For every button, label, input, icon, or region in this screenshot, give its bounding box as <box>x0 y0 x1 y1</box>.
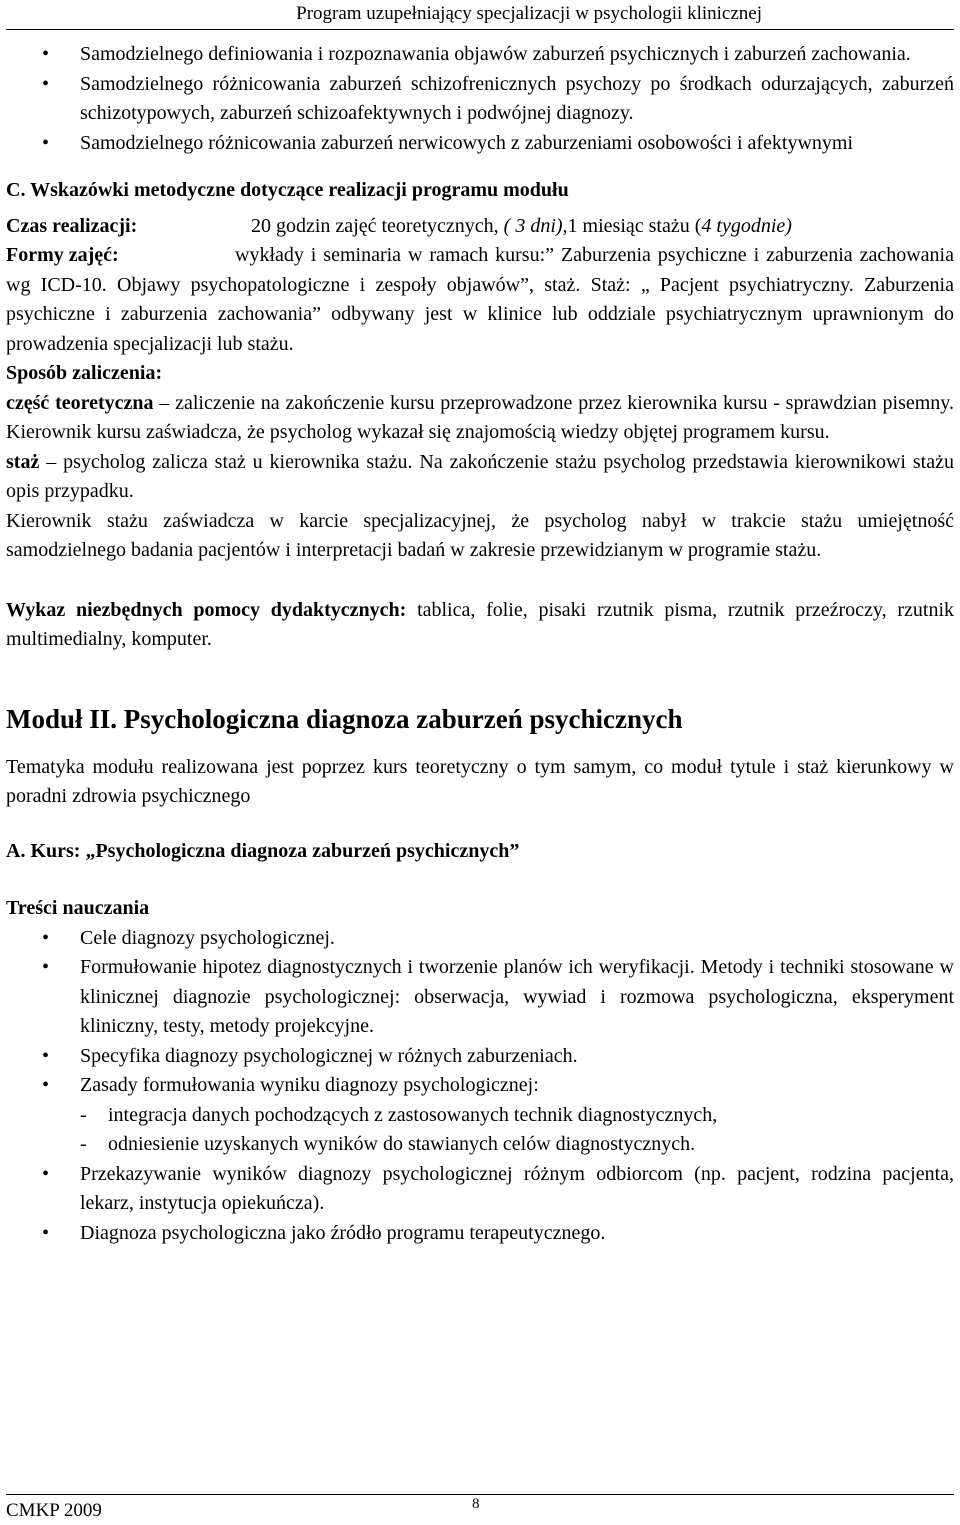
staz-paragraph: staż – psycholog zalicza staż u kierownika stażu. Na zakończenie stażu psycholog przedstawia kierownikowi stażu opis przypadku. <box>6 450 954 502</box>
bullet-icon: • <box>42 1162 50 1185</box>
dash-item: - odniesienie uzyskanych wyników do stawianych celów diagnostycznych. <box>80 1130 954 1160</box>
list-item: • Diagnoza psychologiczna jako źródło programu terapeutycznego. <box>6 1219 954 1249</box>
bullet-list-top <box>6 40 954 158</box>
tresci-heading: Treści nauczania <box>6 897 150 919</box>
module-heading: Moduł II. Psychologiczna diagnoza zaburzeń psychicznych <box>6 703 683 734</box>
footer-rule <box>6 1494 954 1495</box>
kurs-heading: A. Kurs: „Psychologiczna diagnoza zaburzeń psychicznych” <box>6 839 520 862</box>
dash-icon: - <box>80 1133 87 1155</box>
list-item: • Cele diagnozy psychologicznej. <box>6 924 954 954</box>
czesc-teoretyczna: część teoretyczna – zaliczenie na zakończenie kursu przeprowadzone przez kierownika kursu - sprawdzian pisemny. Kierownik kursu zaświadcza, że psycholog wykazał się znajomością wiedzy objętej programem kursu. <box>6 391 954 443</box>
list-item: • Samodzielnego definiowania i rozpoznawania objawów zaburzeń psychicznych i zaburzeń zachowania. <box>6 40 954 70</box>
page-number: 8 <box>472 1496 480 1512</box>
bullet-icon: • <box>42 1074 50 1096</box>
running-header: Program uzupełniający specjalizacji w psychologii klinicznej <box>296 3 762 24</box>
page-content <box>6 40 954 1248</box>
section-c-heading: C. Wskazówki metodyczne dotyczące realizacji programu modułu <box>6 179 569 201</box>
bullet-icon: • <box>42 926 50 949</box>
footer-label: CMKP 2009 <box>6 1500 102 1521</box>
list-item: • Zasady formułowania wyniku diagnozy psychologicznej: - integracja danych pochodzących z zastosowanych technik diagnostycznych, - odniesienie uzyskanych wyników do stawianych celów diagnostycznych. <box>6 1071 954 1160</box>
bullet-icon: • <box>42 131 50 154</box>
bullet-icon: • <box>42 1221 50 1244</box>
dash-icon: - <box>80 1103 87 1126</box>
bullet-icon: • <box>42 43 50 65</box>
dash-item: - integracja danych pochodzących z zastosowanych technik diagnostycznych, <box>80 1101 954 1131</box>
bullet-icon: • <box>42 72 50 95</box>
czas-realizacji: Czas realizacji: 20 godzin zajęć teoretycznych, ( 3 dni),1 miesiąc stażu (4 tygodnie) <box>6 212 954 242</box>
kierownik-paragraph: Kierownik stażu zaświadcza w karcie specjalizacyjnej, że psycholog nabył w trakcie stażu umiejętność samodzielnego badania pacjentów i interpretacji badań w zakresie przewidzianym w programie stażu. <box>6 509 954 561</box>
list-item: • Specyfika diagnozy psychologicznej w różnych zaburzeniach. <box>6 1042 954 1072</box>
bullet-icon: • <box>42 1044 50 1067</box>
tematyka-paragraph: Tematyka modułu realizowana jest poprzez kurs teoretyczny o tym samym, co moduł tytule i staż kierunkowy w poradni zdrowia psychicznego <box>6 755 954 807</box>
formy-zajec: Formy zajęć: wykłady i seminaria w ramach kursu:” Zaburzenia psychiczne i zaburzenia zachowania wg ICD-10. Objawy psychopatologiczne i zespoły objawów”, staż. Staż: „ Pacjent psychiatryczny. Zaburzenia psychiczne i zaburzenia zachowania” odbywany jest w klinice lub oddziale psychiatrycznym uprawnionym do prowadzenia specjalizacji lub stażu. <box>6 241 954 359</box>
bullet-list-tresci <box>6 924 954 1249</box>
czas-label: Czas realizacji: <box>6 214 138 237</box>
bullet-icon: • <box>42 956 50 978</box>
list-item: • Samodzielnego różnicowania zaburzeń schizofrenicznych psychozy po środkach odurzających, zaburzeń schizotypowych, zaburzeń schizoafektywnych i podwójnej diagnozy. <box>6 70 954 129</box>
wykaz-pomocy: Wykaz niezbędnych pomocy dydaktycznych: tablica, folie, pisaki rzutnik pisma, rzutnik przeźroczy, rzutnik multimedialny, komputer. <box>6 598 954 650</box>
list-item: • Formułowanie hipotez diagnostycznych i tworzenie planów ich weryfikacji. Metody i techniki stosowane w klinicznej diagnozie psychologicznej: obserwacja, wywiad i rozmowa psychologiczna, eksperyment kliniczny, testy, metody projekcyjne. <box>6 953 954 1042</box>
header-rule <box>6 29 954 30</box>
formy-label: Formy zajęć: <box>6 244 119 266</box>
list-item: • Samodzielnego różnicowania zaburzeń nerwicowych z zaburzeniami osobowości i afektywnymi <box>6 129 954 159</box>
list-item: • Przekazywanie wyników diagnozy psychologicznej różnym odbiorcom (np. pacjent, rodzina pacjenta, lekarz, instytucja opiekuńcza). <box>6 1160 954 1219</box>
sposob-zaliczenia-label: Sposób zaliczenia: <box>6 362 163 384</box>
